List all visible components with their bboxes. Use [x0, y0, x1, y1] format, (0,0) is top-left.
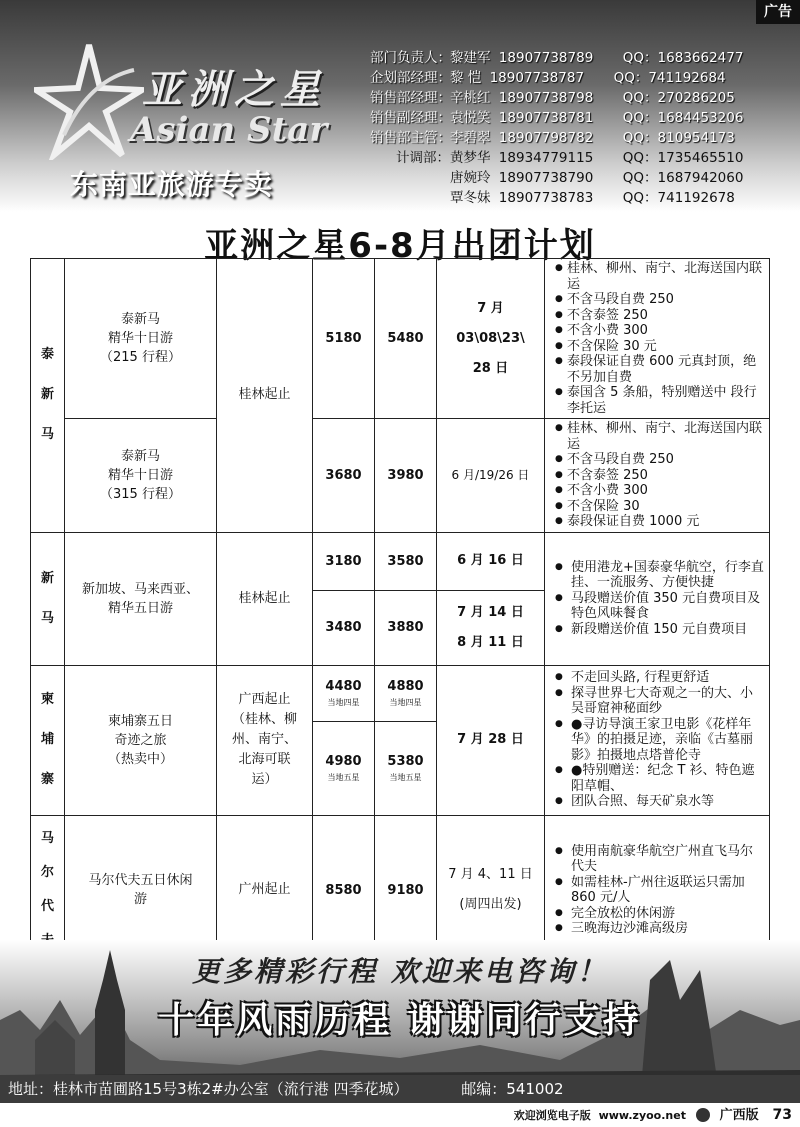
note-item: ● 泰国含 5 条船，特别赠送中 段行李托运 [555, 385, 765, 416]
browse-text: 欢迎浏览电子版 [513, 1109, 591, 1122]
contact-row [370, 188, 735, 208]
table-row [31, 259, 770, 419]
price-cell: 5480 [375, 259, 437, 419]
price-cell: 3880 [375, 590, 437, 665]
region-cell [31, 665, 65, 815]
contact-phone: 18907738783 [498, 190, 594, 206]
departure-cell: 广州起止 [217, 815, 313, 965]
contact-row [370, 68, 730, 88]
region-char: 埔 [40, 732, 54, 747]
note-item: ● 使用南航豪华航空广州直飞马尔代夫 [555, 844, 765, 875]
date-cell [437, 259, 545, 419]
notes-cell [545, 259, 770, 419]
contact-role: 部门负责人： [370, 50, 451, 66]
note-item: ● 桂林、柳州、南宁、北海送国内联运 [555, 421, 765, 452]
notes-cell [545, 419, 770, 533]
note-item: ● 新段赠送价值 150 元自费项目 [555, 622, 765, 638]
note-item: ● 马段赠送价值 350 元自费项目及特色风味餐食 [555, 591, 765, 622]
logo-cn-text: 亚洲之星 [142, 67, 326, 113]
contact-qq: QQ：741192684 [613, 70, 726, 86]
contact-row [370, 148, 744, 168]
price-cell: 3480 [313, 590, 375, 665]
region-char: 马 [40, 610, 54, 626]
region-char: 柬 [40, 692, 54, 707]
contact-name: 覃冬妹 [450, 190, 491, 206]
product-name-cell [65, 419, 217, 533]
contact-name: 辛桃红 [450, 90, 491, 106]
price-value: 4480 [325, 678, 362, 694]
note-item: ● ●特别赠送：纪念 T 衫、特色遮阳草帽、 [555, 763, 765, 794]
price-value: 4980 [325, 753, 362, 769]
product-line: 精华五日游 [107, 600, 173, 616]
departure-line: 广西起止 [238, 692, 291, 707]
postcode-text: 邮编：541002 [461, 1080, 564, 1098]
note-item: ● 使用港龙+国泰豪华航空，行李直挂、一流服务、方便快捷 [555, 560, 765, 591]
region-char: 马 [40, 427, 54, 443]
product-line: 马尔代夫五日休闲 [88, 873, 193, 888]
page-footer [0, 1103, 800, 1127]
note-item: ● 不含保险 30 元 [555, 339, 765, 355]
price-cell: 9180 [375, 815, 437, 965]
departure-line: 州、南宁、 [231, 732, 297, 747]
product-line: （315 行程） [100, 486, 181, 502]
price-subnote: 当地五星 [389, 772, 422, 782]
note-item: ● 三晚海边沙滩高级房 [555, 921, 765, 937]
date-cell: 7 月 28 日 [437, 665, 545, 815]
price-cell [313, 721, 375, 815]
region-char: 寨 [40, 772, 54, 787]
contact-qq: QQ：270286205 [622, 90, 735, 106]
price-cell: 3680 [313, 419, 375, 533]
departure-line: 运） [251, 772, 278, 787]
region-char: 新 [40, 570, 54, 586]
contact-phone: 18907798782 [498, 130, 594, 146]
product-line: 泰新马 [120, 448, 160, 464]
contact-qq: QQ：741192678 [622, 190, 735, 206]
date-cell: 6 月 16 日 [437, 532, 545, 590]
price-cell: 3180 [313, 532, 375, 590]
product-line: 柬埔寨五日 [107, 713, 173, 729]
contact-name: 黎 恺 [450, 70, 482, 86]
price-subnote: 当地四星 [327, 697, 360, 707]
address-text: 地址：桂林市苗圃路15号3栋2#办公室（流行港 四季花城） [8, 1080, 409, 1098]
footer-tagline-2: 十年风雨历程 谢谢同行支持 [158, 1000, 642, 1041]
contact-name: 黄梦华 [450, 150, 491, 166]
contact-list [370, 48, 744, 208]
contact-role: 销售部经理： [370, 90, 451, 106]
price-cell: 5180 [313, 259, 375, 419]
note-item: ● 泰段保证自费 600 元真封顶，绝不另加自费 [555, 354, 765, 385]
date-cell: 6 月/19/26 日 [437, 419, 545, 533]
note-item: ● 不含马段自费 250 [555, 292, 765, 308]
product-line: （215 行程） [100, 350, 181, 365]
date-line: 8 月 11 日 [457, 634, 524, 650]
contact-qq: QQ：810954173 [622, 130, 735, 146]
footer-tagline-1: 更多精彩行程 欢迎来电咨询！ [192, 955, 608, 988]
contact-name: 黎建军 [450, 50, 491, 66]
note-item: ● 不含泰签 250 [555, 468, 765, 484]
contact-role: 销售副经理： [370, 110, 451, 126]
product-name-cell [65, 665, 217, 815]
page-number: 73 [772, 1107, 792, 1123]
product-name-cell [65, 259, 217, 419]
contact-phone: 18907738781 [498, 110, 594, 126]
price-value: 4880 [387, 678, 424, 694]
note-item: ● 不含马段自费 250 [555, 452, 765, 468]
note-item: ● 泰段保证自费 1000 元 [555, 514, 765, 530]
note-item: ● 桂林、柳州、南宁、北海送国内联运 [555, 261, 765, 292]
notes-cell [545, 665, 770, 815]
star-logo-icon [34, 40, 144, 160]
table-row [31, 419, 770, 533]
page-title: 亚洲之星6-8月出团计划 [204, 226, 596, 266]
price-subnote: 当地五星 [327, 772, 360, 782]
region-char: 代 [40, 899, 54, 914]
region-char: 泰 [40, 347, 54, 363]
price-cell: 8580 [313, 815, 375, 965]
region-char: 尔 [40, 865, 54, 880]
price-cell [313, 665, 375, 721]
departure-cell [217, 665, 313, 815]
product-name-cell [65, 532, 217, 665]
date-line: (周四出发) [459, 897, 522, 912]
product-line: 新加坡、马来西亚、 [81, 581, 199, 597]
date-line: 7 月 [477, 300, 504, 316]
note-item: ● ●寻访导演王家卫电影《花样年华》的拍摄足迹，亲临《古墓丽影》拍摄地点塔普伦寺 [555, 717, 765, 764]
contact-phone: 18907738787 [489, 70, 585, 86]
product-line: 精华十日游 [107, 467, 173, 483]
edition-text: 广西版 [719, 1108, 759, 1123]
note-item: ● 不含小费 300 [555, 323, 765, 339]
contact-name: 唐婉玲 [450, 170, 491, 186]
note-item: ● 不走回头路, 行程更舒适 [555, 670, 765, 686]
date-cell [437, 590, 545, 665]
note-item: ● 如需桂林-广州往返联运只需加 860 元/人 [555, 875, 765, 906]
product-line: 精华十日游 [107, 331, 173, 346]
note-item: ● 不含保险 30 [555, 499, 765, 515]
product-line: （热卖中） [107, 751, 173, 767]
contact-role: 销售部主管： [370, 130, 451, 146]
date-line: 7 月 14 日 [457, 604, 524, 620]
contact-phone: 18907738790 [498, 170, 594, 186]
notes-cell [545, 532, 770, 665]
price-cell: 3980 [375, 419, 437, 533]
region-char: 新 [40, 387, 54, 403]
departure-cell: 桂林起止 [217, 532, 313, 665]
contact-phone: 18934779115 [498, 150, 594, 166]
contact-row [370, 48, 744, 68]
departure-cell: 桂林起止 [217, 259, 313, 533]
contact-qq: QQ：1683662477 [622, 50, 744, 66]
contact-row [370, 168, 744, 188]
logo-en-text: Asian Star [130, 110, 328, 150]
ad-tag: 广告 [756, 0, 800, 24]
contact-row [370, 128, 735, 148]
departure-line: （桂林、柳 [231, 712, 297, 727]
contact-phone: 18907738789 [498, 50, 594, 66]
price-cell [375, 665, 437, 721]
price-value: 5380 [387, 753, 424, 769]
note-item: ● 不含小费 300 [555, 483, 765, 499]
site-link[interactable]: www.zyoo.net [598, 1109, 686, 1122]
product-line: 游 [133, 892, 147, 907]
note-item: ● 不含泰签 250 [555, 308, 765, 324]
region-cell [31, 532, 65, 665]
contact-qq: QQ：1684453206 [622, 110, 744, 126]
date-line: 28 日 [472, 360, 509, 376]
contact-role: 企划部经理： [370, 70, 451, 86]
price-cell [375, 721, 437, 815]
price-subnote: 当地四星 [389, 697, 422, 707]
header-banner [0, 0, 800, 212]
tour-plan-table [30, 258, 770, 966]
region-cell [31, 259, 65, 533]
date-line: 7 月 4、11 日 [448, 867, 533, 882]
note-item: ● 完全放松的休闲游 [555, 906, 765, 922]
asian-star-logo [34, 40, 364, 160]
logo-slogan: 东南亚旅游专卖 [70, 168, 274, 201]
contact-phone: 18907738798 [498, 90, 594, 106]
contact-qq: QQ：1735465510 [622, 150, 744, 166]
table-row [31, 665, 770, 721]
contact-qq: QQ：1687942060 [622, 170, 744, 186]
note-item: ● 团队合照、每天矿泉水等 [555, 794, 765, 810]
contact-name: 袁悦笑 [450, 110, 491, 126]
edition-logo-icon [696, 1108, 710, 1122]
contact-name: 李碧翠 [450, 130, 491, 146]
region-char: 马 [40, 831, 54, 846]
contact-role: 计调部： [396, 150, 450, 166]
price-cell: 3580 [375, 532, 437, 590]
product-line: 奇迹之旅 [114, 732, 167, 748]
contact-row [370, 108, 744, 128]
table-row [31, 532, 770, 590]
contact-row [370, 88, 735, 108]
date-line: 03\08\23\ [456, 330, 525, 346]
departure-line: 北海可联 [238, 752, 291, 767]
address-bar [0, 1075, 800, 1103]
product-line: 泰新马 [120, 312, 160, 327]
note-item: ● 探寻世界七大奇观之一的大、小吴哥窟神秘面纱 [555, 686, 765, 717]
